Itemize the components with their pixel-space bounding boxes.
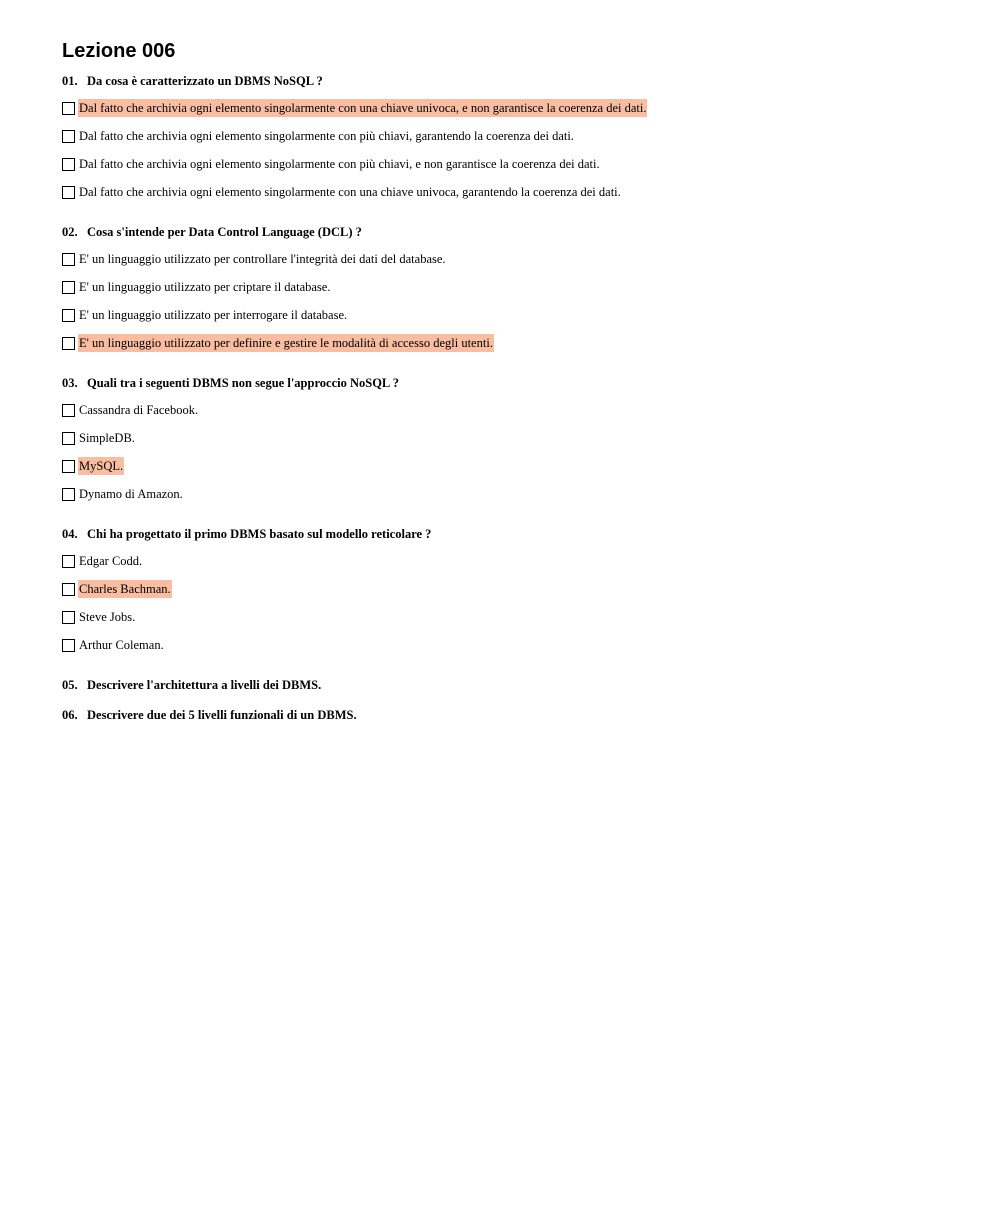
document-page (62, 38, 962, 737)
answer-list (62, 99, 962, 201)
answer-text: Cassandra di Facebook. (79, 403, 199, 417)
question-1 (62, 73, 962, 224)
answer-option (62, 99, 962, 117)
answer-option (62, 183, 962, 201)
question-heading (62, 526, 962, 542)
answer-option (62, 485, 962, 503)
answer-text: Dal fatto che archivia ogni elemento singolarmente con una chiave univoca, garantendo la coerenza dei dati. (79, 185, 621, 199)
answer-checkbox[interactable] (62, 488, 75, 501)
question-heading (62, 707, 962, 723)
question-4 (62, 526, 962, 677)
question-spacer (62, 664, 962, 677)
question-number: 04. (62, 527, 78, 541)
question-heading (62, 73, 962, 89)
question-heading (62, 677, 962, 693)
answer-text: E' un linguaggio utilizzato per controllare l'integrità dei dati del database. (79, 252, 446, 266)
answer-option (62, 306, 962, 324)
answer-option (62, 278, 962, 296)
answer-option (62, 457, 962, 475)
question-text: Descrivere l'architettura a livelli dei DBMS. (87, 678, 322, 692)
question-spacer (62, 362, 962, 375)
question-text: Descrivere due dei 5 livelli funzionali di un DBMS. (87, 708, 357, 722)
answer-text: Steve Jobs. (79, 610, 136, 624)
answer-text-highlighted: E' un linguaggio utilizzato per definire e gestire le modalità di accesso degli utenti. (79, 336, 493, 350)
answer-text: Dynamo di Amazon. (79, 487, 183, 501)
answer-text-highlighted: Dal fatto che archivia ogni elemento singolarmente con una chiave univoca, e non garantisce la coerenza dei dati. (79, 101, 647, 115)
question-2 (62, 224, 962, 375)
answer-text: Dal fatto che archivia ogni elemento singolarmente con più chiavi, e non garantisce la coerenza dei dati. (79, 157, 600, 171)
question-list (62, 73, 962, 723)
answer-checkbox[interactable] (62, 337, 75, 350)
question-number: 02. (62, 225, 78, 239)
question-number: 06. (62, 708, 78, 722)
answer-checkbox[interactable] (62, 102, 75, 115)
answer-text: E' un linguaggio utilizzato per interrogare il database. (79, 308, 348, 322)
answer-option (62, 636, 962, 654)
answer-checkbox[interactable] (62, 404, 75, 417)
question-number: 05. (62, 678, 78, 692)
question-text: Da cosa è caratterizzato un DBMS NoSQL ? (87, 74, 323, 88)
answer-option (62, 429, 962, 447)
question-heading (62, 224, 962, 240)
question-text: Cosa s'intende per Data Control Language (DCL) ? (87, 225, 362, 239)
answer-text: SimpleDB. (79, 431, 135, 445)
answer-checkbox[interactable] (62, 158, 75, 171)
question-heading (62, 375, 962, 391)
answer-checkbox[interactable] (62, 130, 75, 143)
answer-checkbox[interactable] (62, 281, 75, 294)
answer-text: Arthur Coleman. (79, 638, 164, 652)
answer-checkbox[interactable] (62, 186, 75, 199)
answer-checkbox[interactable] (62, 583, 75, 596)
answer-checkbox[interactable] (62, 309, 75, 322)
answer-checkbox[interactable] (62, 639, 75, 652)
question-number: 01. (62, 74, 78, 88)
answer-option (62, 608, 962, 626)
question-spacer (62, 211, 962, 224)
answer-text-highlighted: Charles Bachman. (79, 582, 171, 596)
answer-list (62, 552, 962, 654)
question-5 (62, 677, 962, 693)
answer-option (62, 552, 962, 570)
answer-checkbox[interactable] (62, 253, 75, 266)
answer-checkbox[interactable] (62, 432, 75, 445)
answer-text: E' un linguaggio utilizzato per criptare il database. (79, 280, 331, 294)
question-3 (62, 375, 962, 526)
question-spacer (62, 513, 962, 526)
page-title: Lezione 006 (62, 40, 176, 62)
question-number: 03. (62, 376, 78, 390)
answer-option (62, 127, 962, 145)
answer-checkbox[interactable] (62, 555, 75, 568)
answer-option (62, 250, 962, 268)
question-6 (62, 707, 962, 723)
answer-text-highlighted: MySQL. (79, 459, 124, 473)
answer-checkbox[interactable] (62, 460, 75, 473)
answer-list (62, 401, 962, 503)
answer-option (62, 155, 962, 173)
answer-list (62, 250, 962, 352)
question-text: Quali tra i seguenti DBMS non segue l'approccio NoSQL ? (87, 376, 399, 390)
question-text: Chi ha progettato il primo DBMS basato sul modello reticolare ? (87, 527, 432, 541)
answer-checkbox[interactable] (62, 611, 75, 624)
answer-text: Dal fatto che archivia ogni elemento singolarmente con più chiavi, garantendo la coerenza dei dati. (79, 129, 574, 143)
answer-text: Edgar Codd. (79, 554, 143, 568)
answer-option (62, 580, 962, 598)
answer-option (62, 401, 962, 419)
answer-option (62, 334, 962, 352)
